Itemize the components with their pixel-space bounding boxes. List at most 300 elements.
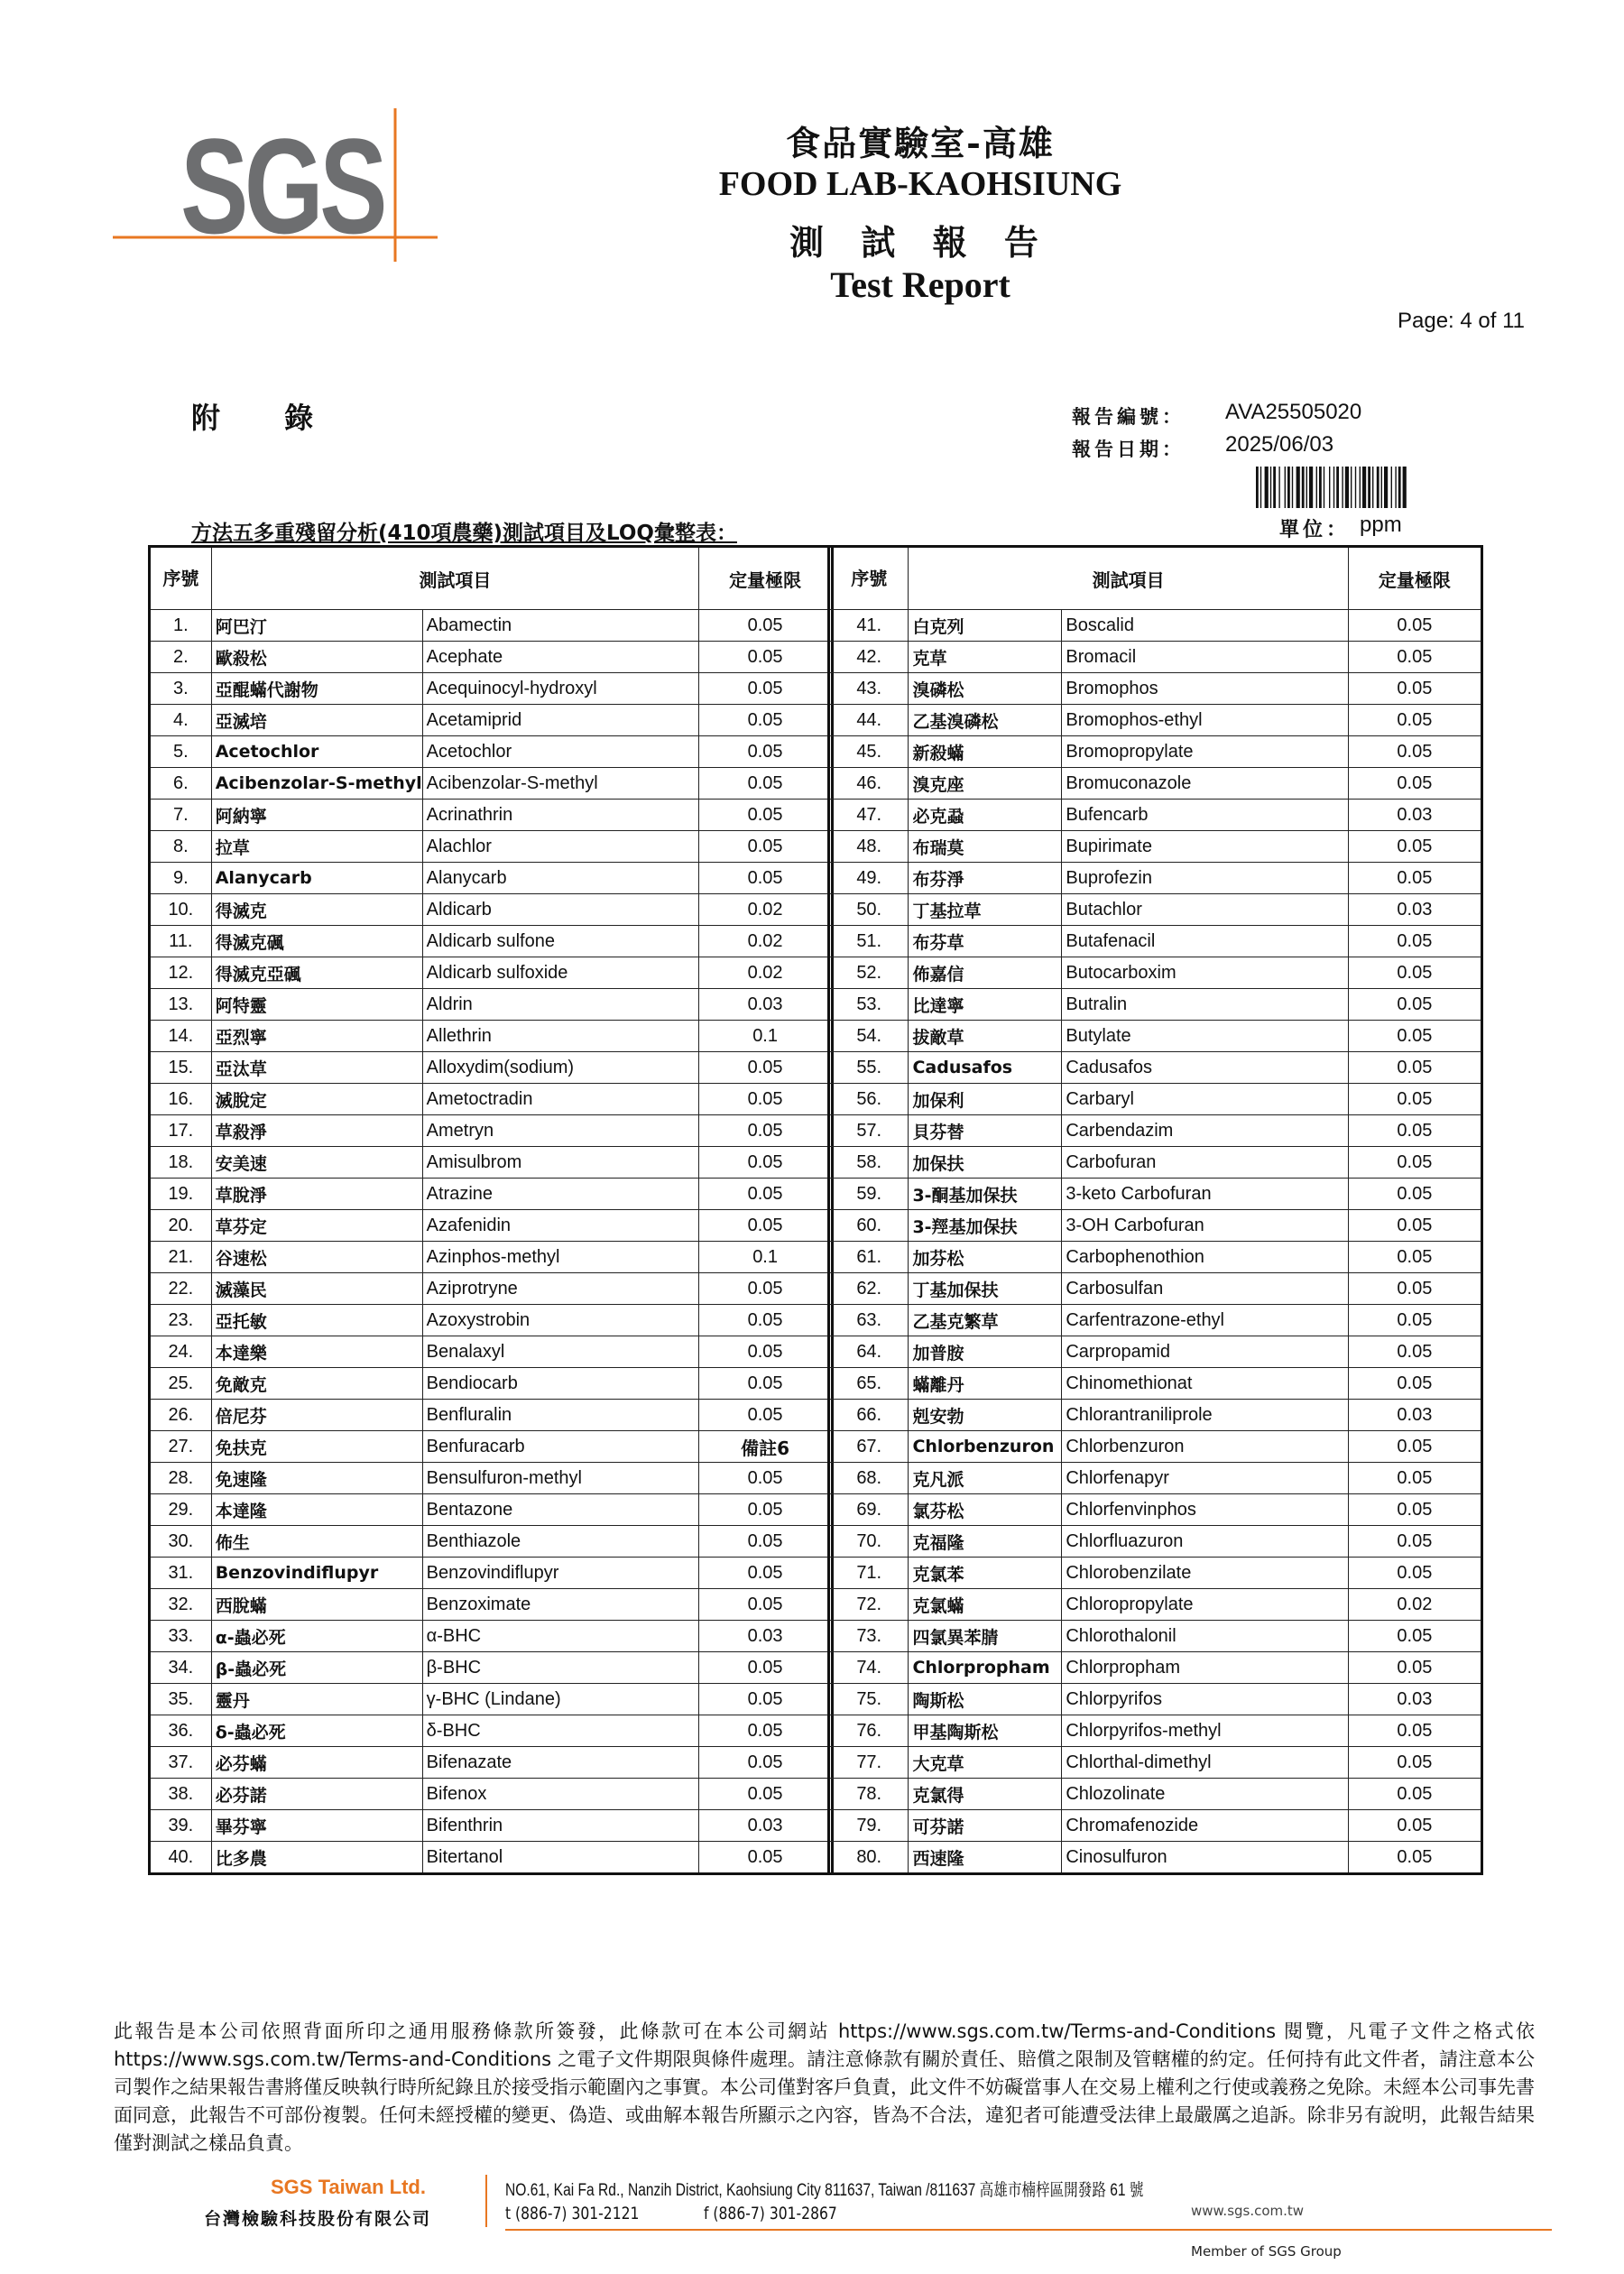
row-number: 10. bbox=[150, 894, 212, 926]
company-phone: t (886-7) 301-2121 bbox=[505, 2204, 640, 2223]
row-number: 78. bbox=[829, 1779, 909, 1810]
page-number: Page: 4 of 11 bbox=[1398, 309, 1525, 333]
row-number: 54. bbox=[829, 1021, 909, 1052]
report-date-label: 報告日期： bbox=[1072, 439, 1185, 460]
table-row bbox=[150, 1621, 833, 1652]
pesticide-name-en: Chloropropylate bbox=[1062, 1589, 1348, 1621]
pesticide-name-zh: 克氯蟎 bbox=[909, 1589, 1062, 1621]
loq-value: 0.02 bbox=[699, 894, 833, 926]
table-row bbox=[829, 1652, 1482, 1684]
row-number: 79. bbox=[829, 1810, 909, 1842]
pesticide-name-en: Azoxystrobin bbox=[422, 1305, 699, 1336]
pesticide-table-left bbox=[148, 545, 834, 1875]
pesticide-name-en: Alloxydim(sodium) bbox=[422, 1052, 699, 1084]
loq-value: 0.05 bbox=[1348, 1558, 1481, 1589]
pesticide-name-en: Chlorpyrifos bbox=[1062, 1684, 1348, 1715]
loq-value: 0.05 bbox=[699, 1747, 833, 1779]
table-row bbox=[829, 610, 1482, 642]
pesticide-name-en: Benfluralin bbox=[422, 1400, 699, 1431]
pesticide-name-zh: 佈嘉信 bbox=[909, 957, 1062, 989]
pesticide-name-zh: 亞托敏 bbox=[211, 1305, 422, 1336]
pesticide-name-en: Butafenacil bbox=[1062, 926, 1348, 957]
pesticide-name-en: Atrazine bbox=[422, 1179, 699, 1210]
pesticide-name-en: Chromafenozide bbox=[1062, 1810, 1348, 1842]
table-row bbox=[150, 1431, 833, 1463]
pesticide-name-zh: 布芬淨 bbox=[909, 863, 1062, 894]
loq-value: 0.05 bbox=[1348, 610, 1481, 642]
row-number: 80. bbox=[829, 1842, 909, 1874]
pesticide-name-en: Benzoximate bbox=[422, 1589, 699, 1621]
loq-value: 0.05 bbox=[699, 1715, 833, 1747]
table-row bbox=[150, 1210, 833, 1242]
loq-value: 0.05 bbox=[1348, 926, 1481, 957]
loq-value: 0.05 bbox=[1348, 1052, 1481, 1084]
pesticide-name-zh: 佈生 bbox=[211, 1526, 422, 1558]
loq-value: 備註6 bbox=[699, 1431, 833, 1463]
pesticide-name-zh: Acibenzolar-S-methyl bbox=[211, 768, 422, 800]
loq-value: 0.05 bbox=[1348, 1179, 1481, 1210]
table-row bbox=[829, 800, 1482, 831]
pesticide-name-zh: 新殺蟎 bbox=[909, 736, 1062, 768]
loq-value: 0.03 bbox=[1348, 800, 1481, 831]
loq-value: 0.05 bbox=[699, 831, 833, 863]
pesticide-name-zh: 加普胺 bbox=[909, 1336, 1062, 1368]
pesticide-name-en: Bentazone bbox=[422, 1494, 699, 1526]
row-number: 40. bbox=[150, 1842, 212, 1874]
loq-value: 0.05 bbox=[699, 1305, 833, 1336]
pesticide-name-en: Cinosulfuron bbox=[1062, 1842, 1348, 1874]
table-row bbox=[150, 1463, 833, 1494]
pesticide-name-zh: 白克列 bbox=[909, 610, 1062, 642]
pesticide-name-en: Benzovindiflupyr bbox=[422, 1558, 699, 1589]
pesticide-name-zh: 克氯苯 bbox=[909, 1558, 1062, 1589]
row-number: 51. bbox=[829, 926, 909, 957]
row-number: 35. bbox=[150, 1684, 212, 1715]
company-fax: f (886-7) 301-2867 bbox=[704, 2204, 837, 2223]
row-number: 25. bbox=[150, 1368, 212, 1400]
pesticide-name-zh: 免扶克 bbox=[211, 1431, 422, 1463]
table-row bbox=[150, 1368, 833, 1400]
table-row bbox=[829, 989, 1482, 1021]
pesticide-name-en: Acibenzolar-S-methyl bbox=[422, 768, 699, 800]
pesticide-name-en: Carbosulfan bbox=[1062, 1273, 1348, 1305]
pesticide-name-zh: 得滅克亞碸 bbox=[211, 957, 422, 989]
header-item: 測試項目 bbox=[909, 547, 1348, 610]
lab-name-zh: 食品實驗室-高雄 bbox=[786, 123, 1055, 163]
pesticide-name-zh: 草脫淨 bbox=[211, 1179, 422, 1210]
row-number: 57. bbox=[829, 1115, 909, 1147]
pesticide-name-en: Carfentrazone-ethyl bbox=[1062, 1305, 1348, 1336]
loq-value: 0.05 bbox=[1348, 642, 1481, 673]
table-row bbox=[150, 1558, 833, 1589]
pesticide-name-zh: 本達樂 bbox=[211, 1336, 422, 1368]
pesticide-name-zh: 克福隆 bbox=[909, 1526, 1062, 1558]
pesticide-name-en: Ametoctradin bbox=[422, 1084, 699, 1115]
row-number: 32. bbox=[150, 1589, 212, 1621]
loq-value: 0.02 bbox=[699, 957, 833, 989]
loq-value: 0.05 bbox=[1348, 1810, 1481, 1842]
loq-value: 0.05 bbox=[699, 1179, 833, 1210]
row-number: 39. bbox=[150, 1810, 212, 1842]
table-row bbox=[150, 894, 833, 926]
loq-value: 0.05 bbox=[1348, 1210, 1481, 1242]
table-row bbox=[829, 863, 1482, 894]
table-row bbox=[829, 1684, 1482, 1715]
row-number: 28. bbox=[150, 1463, 212, 1494]
pesticide-name-zh: 畢芬寧 bbox=[211, 1810, 422, 1842]
pesticide-name-en: Bifenox bbox=[422, 1779, 699, 1810]
pesticide-name-zh: 加保利 bbox=[909, 1084, 1062, 1115]
loq-value: 0.05 bbox=[699, 1336, 833, 1368]
table-row bbox=[829, 957, 1482, 989]
table-row bbox=[829, 1747, 1482, 1779]
pesticide-name-zh: 亞汰草 bbox=[211, 1052, 422, 1084]
loq-value: 0.05 bbox=[1348, 1526, 1481, 1558]
row-number: 41. bbox=[829, 610, 909, 642]
pesticide-name-en: Aldicarb sulfoxide bbox=[422, 957, 699, 989]
header-seq: 序號 bbox=[829, 547, 909, 610]
table-row bbox=[150, 1684, 833, 1715]
pesticide-name-zh: 比達寧 bbox=[909, 989, 1062, 1021]
row-number: 42. bbox=[829, 642, 909, 673]
loq-value: 0.05 bbox=[1348, 1273, 1481, 1305]
table-row bbox=[150, 1779, 833, 1810]
table-row bbox=[829, 894, 1482, 926]
row-number: 26. bbox=[150, 1400, 212, 1431]
table-row bbox=[829, 926, 1482, 957]
pesticide-name-en: Bendiocarb bbox=[422, 1368, 699, 1400]
pesticide-name-zh: 四氯異苯腈 bbox=[909, 1621, 1062, 1652]
footer-rule bbox=[505, 2229, 1552, 2231]
header-seq: 序號 bbox=[150, 547, 212, 610]
pesticide-name-zh: 大克草 bbox=[909, 1747, 1062, 1779]
row-number: 2. bbox=[150, 642, 212, 673]
table-row bbox=[829, 1526, 1482, 1558]
loq-value: 0.05 bbox=[699, 768, 833, 800]
table-row bbox=[829, 1052, 1482, 1084]
loq-value: 0.05 bbox=[1348, 989, 1481, 1021]
pesticide-name-en: Chlozolinate bbox=[1062, 1779, 1348, 1810]
pesticide-name-zh: 倍尼芬 bbox=[211, 1400, 422, 1431]
pesticide-name-en: Carbophenothion bbox=[1062, 1242, 1348, 1273]
table-row bbox=[150, 1494, 833, 1526]
pesticide-name-zh: Acetochlor bbox=[211, 736, 422, 768]
table-row bbox=[829, 768, 1482, 800]
table-row bbox=[829, 673, 1482, 705]
table-row bbox=[150, 1084, 833, 1115]
table-row bbox=[150, 1336, 833, 1368]
loq-value: 0.05 bbox=[699, 1368, 833, 1400]
loq-value: 0.05 bbox=[699, 1842, 833, 1874]
loq-value: 0.03 bbox=[1348, 1684, 1481, 1715]
row-number: 70. bbox=[829, 1526, 909, 1558]
pesticide-name-zh: 必克蝨 bbox=[909, 800, 1062, 831]
table-row bbox=[829, 1400, 1482, 1431]
pesticide-name-zh: 免敵克 bbox=[211, 1368, 422, 1400]
pesticide-name-en: Chinomethionat bbox=[1062, 1368, 1348, 1400]
loq-value: 0.05 bbox=[1348, 957, 1481, 989]
table-row bbox=[829, 1115, 1482, 1147]
pesticide-name-en: Acrinathrin bbox=[422, 800, 699, 831]
pesticide-name-en: Benfuracarb bbox=[422, 1431, 699, 1463]
row-number: 24. bbox=[150, 1336, 212, 1368]
row-number: 63. bbox=[829, 1305, 909, 1336]
table-row bbox=[150, 1842, 833, 1874]
pesticide-name-en: α-BHC bbox=[422, 1621, 699, 1652]
pesticide-name-zh: 亞烈寧 bbox=[211, 1021, 422, 1052]
row-number: 43. bbox=[829, 673, 909, 705]
pesticide-table-right bbox=[827, 545, 1483, 1875]
table-row bbox=[150, 926, 833, 957]
table-row bbox=[150, 1400, 833, 1431]
loq-value: 0.05 bbox=[1348, 1652, 1481, 1684]
member-of-sgs: Member of SGS Group bbox=[1191, 2243, 1342, 2260]
pesticide-name-en: Bifenazate bbox=[422, 1747, 699, 1779]
pesticide-name-en: 3-OH Carbofuran bbox=[1062, 1210, 1348, 1242]
pesticide-name-en: Chlorfenvinphos bbox=[1062, 1494, 1348, 1526]
table-row bbox=[829, 1084, 1482, 1115]
pesticide-name-zh: 丁基加保扶 bbox=[909, 1273, 1062, 1305]
pesticide-name-zh: 陶斯松 bbox=[909, 1684, 1062, 1715]
report-date-value: 2025/06/03 bbox=[1225, 432, 1334, 457]
header-loq: 定量極限 bbox=[699, 547, 833, 610]
header-loq: 定量極限 bbox=[1348, 547, 1481, 610]
pesticide-name-en: Butocarboxim bbox=[1062, 957, 1348, 989]
table-row bbox=[150, 957, 833, 989]
loq-value: 0.05 bbox=[1348, 1115, 1481, 1147]
table-row bbox=[829, 1336, 1482, 1368]
pesticide-name-zh: α-蟲必死 bbox=[211, 1621, 422, 1652]
loq-value: 0.05 bbox=[1348, 1084, 1481, 1115]
loq-value: 0.05 bbox=[1348, 1779, 1481, 1810]
pesticide-name-en: Chlorothalonil bbox=[1062, 1621, 1348, 1652]
table-row bbox=[829, 1810, 1482, 1842]
loq-value: 0.05 bbox=[699, 705, 833, 736]
loq-value: 0.05 bbox=[699, 1526, 833, 1558]
table-row bbox=[150, 1305, 833, 1336]
row-number: 34. bbox=[150, 1652, 212, 1684]
row-number: 60. bbox=[829, 1210, 909, 1242]
row-number: 33. bbox=[150, 1621, 212, 1652]
row-number: 4. bbox=[150, 705, 212, 736]
pesticide-name-en: Chlorthal-dimethyl bbox=[1062, 1747, 1348, 1779]
table-row bbox=[829, 1494, 1482, 1526]
loq-value: 0.05 bbox=[1348, 673, 1481, 705]
table-row bbox=[150, 673, 833, 705]
table-row bbox=[829, 1463, 1482, 1494]
report-title-zh: 測 試 報 告 bbox=[789, 222, 1051, 263]
pesticide-name-en: Bromopropylate bbox=[1062, 736, 1348, 768]
pesticide-name-zh: 歐殺松 bbox=[211, 642, 422, 673]
pesticide-name-en: Bromacil bbox=[1062, 642, 1348, 673]
pesticide-name-zh: 布瑞莫 bbox=[909, 831, 1062, 863]
table-row bbox=[829, 1621, 1482, 1652]
row-number: 38. bbox=[150, 1779, 212, 1810]
loq-value: 0.05 bbox=[699, 1210, 833, 1242]
company-website: www.sgs.com.tw bbox=[1191, 2203, 1305, 2219]
pesticide-name-zh: 貝芬替 bbox=[909, 1115, 1062, 1147]
row-number: 58. bbox=[829, 1147, 909, 1179]
pesticide-name-en: Abamectin bbox=[422, 610, 699, 642]
table-row bbox=[150, 610, 833, 642]
pesticide-name-zh: 得滅克碸 bbox=[211, 926, 422, 957]
loq-value: 0.05 bbox=[1348, 1147, 1481, 1179]
pesticide-name-zh: 西脫蟎 bbox=[211, 1589, 422, 1621]
row-number: 7. bbox=[150, 800, 212, 831]
pesticide-name-zh: 亞醌蟎代謝物 bbox=[211, 673, 422, 705]
pesticide-name-zh: 克氯得 bbox=[909, 1779, 1062, 1810]
pesticide-name-en: Chlorantraniliprole bbox=[1062, 1400, 1348, 1431]
pesticide-name-en: Acetochlor bbox=[422, 736, 699, 768]
table-row bbox=[150, 1147, 833, 1179]
pesticide-name-zh: 滅脫定 bbox=[211, 1084, 422, 1115]
table-row bbox=[150, 1242, 833, 1273]
pesticide-name-en: Bromophos bbox=[1062, 673, 1348, 705]
loq-value: 0.05 bbox=[1348, 1842, 1481, 1874]
pesticide-name-en: Azinphos-methyl bbox=[422, 1242, 699, 1273]
row-number: 76. bbox=[829, 1715, 909, 1747]
pesticide-name-zh: 西速隆 bbox=[909, 1842, 1062, 1874]
row-number: 71. bbox=[829, 1558, 909, 1589]
table-row bbox=[829, 1368, 1482, 1400]
pesticide-name-en: Cadusafos bbox=[1062, 1052, 1348, 1084]
pesticide-name-zh: Cadusafos bbox=[909, 1052, 1062, 1084]
pesticide-name-en: Butralin bbox=[1062, 989, 1348, 1021]
loq-value: 0.03 bbox=[1348, 894, 1481, 926]
pesticide-name-zh: 克草 bbox=[909, 642, 1062, 673]
pesticide-name-zh: 谷速松 bbox=[211, 1242, 422, 1273]
table-row bbox=[829, 1558, 1482, 1589]
lab-name-en: FOOD LAB-KAOHSIUNG bbox=[718, 165, 1122, 203]
loq-value: 0.05 bbox=[1348, 1305, 1481, 1336]
row-number: 31. bbox=[150, 1558, 212, 1589]
pesticide-name-en: Chlorbenzuron bbox=[1062, 1431, 1348, 1463]
pesticide-name-zh: 阿巴汀 bbox=[211, 610, 422, 642]
pesticide-name-zh: 蟎離丹 bbox=[909, 1368, 1062, 1400]
table-row bbox=[829, 1242, 1482, 1273]
pesticide-name-en: Benalaxyl bbox=[422, 1336, 699, 1368]
svg-text:SGS: SGS bbox=[180, 110, 384, 262]
row-number: 64. bbox=[829, 1336, 909, 1368]
row-number: 74. bbox=[829, 1652, 909, 1684]
pesticide-name-en: Acephate bbox=[422, 642, 699, 673]
loq-value: 0.05 bbox=[699, 1589, 833, 1621]
loq-value: 0.02 bbox=[699, 926, 833, 957]
pesticide-name-en: Acetamiprid bbox=[422, 705, 699, 736]
row-number: 52. bbox=[829, 957, 909, 989]
pesticide-name-en: Chlorobenzilate bbox=[1062, 1558, 1348, 1589]
row-number: 49. bbox=[829, 863, 909, 894]
row-number: 75. bbox=[829, 1684, 909, 1715]
row-number: 72. bbox=[829, 1589, 909, 1621]
loq-value: 0.05 bbox=[1348, 863, 1481, 894]
table-row bbox=[150, 800, 833, 831]
pesticide-name-zh: β-蟲必死 bbox=[211, 1652, 422, 1684]
disclaimer-text: 此報告是本公司依照背面所印之通用服務條款所簽發，此條款可在本公司網站 https://www.sgs.com.tw/Terms-and-Conditions 閱覽，凡電子文件之格式依 https://www.sgs.com.tw/Terms-and-Conditions 之電子文件期限與條件處理。請注意條款有關於責任、賠償之限制及管轄權的約定。任何持有此文件者，請注意本公司製作之結果報告書將僅反映執行時所紀錄且於接受指示範圍內之事實。本公司僅對客戶負責，此文件不妨礙當事人在交易上權利之行使或義務之免除。未經本公司事先書面同意，此報告不可部份複製。任何未經授權的變更、偽造、或曲解本報告所顯示之內容，皆為不合法，違犯者可能遭受法律上最嚴厲之追訴。除非另有說明，此報告結果僅對測試之樣品負責。 bbox=[114, 2020, 1535, 2154]
pesticide-name-en: Buprofezin bbox=[1062, 863, 1348, 894]
pesticide-name-en: Chlorpropham bbox=[1062, 1652, 1348, 1684]
loq-value: 0.05 bbox=[699, 863, 833, 894]
table-row bbox=[150, 642, 833, 673]
pesticide-name-en: Bromophos-ethyl bbox=[1062, 705, 1348, 736]
pesticide-name-en: Bupirimate bbox=[1062, 831, 1348, 863]
pesticide-name-zh: 阿納寧 bbox=[211, 800, 422, 831]
table-row bbox=[150, 1052, 833, 1084]
header-item: 測試項目 bbox=[211, 547, 699, 610]
table-row bbox=[829, 642, 1482, 673]
loq-value: 0.05 bbox=[699, 1463, 833, 1494]
loq-value: 0.05 bbox=[699, 1115, 833, 1147]
pesticide-name-zh: 乙基克繁草 bbox=[909, 1305, 1062, 1336]
row-number: 56. bbox=[829, 1084, 909, 1115]
row-number: 18. bbox=[150, 1147, 212, 1179]
loq-value: 0.05 bbox=[699, 1494, 833, 1526]
method-title: 方法五多重殘留分析(410項農藥)測試項目及LOQ彙整表： bbox=[191, 522, 737, 545]
unit-value: ppm bbox=[1360, 513, 1402, 537]
pesticide-name-en: Chlorfenapyr bbox=[1062, 1463, 1348, 1494]
loq-value: 0.05 bbox=[1348, 1747, 1481, 1779]
loq-value: 0.05 bbox=[1348, 705, 1481, 736]
pesticide-name-en: Carbaryl bbox=[1062, 1084, 1348, 1115]
table-row bbox=[829, 1021, 1482, 1052]
pesticide-name-en: Bromuconazole bbox=[1062, 768, 1348, 800]
table-row bbox=[150, 736, 833, 768]
pesticide-name-en: Aziprotryne bbox=[422, 1273, 699, 1305]
pesticide-name-zh: Alanycarb bbox=[211, 863, 422, 894]
barcode bbox=[1256, 467, 1462, 508]
row-number: 66. bbox=[829, 1400, 909, 1431]
loq-value: 0.05 bbox=[699, 1779, 833, 1810]
row-number: 22. bbox=[150, 1273, 212, 1305]
table-row bbox=[829, 1431, 1482, 1463]
row-number: 68. bbox=[829, 1463, 909, 1494]
table-row bbox=[150, 1810, 833, 1842]
row-number: 17. bbox=[150, 1115, 212, 1147]
row-number: 73. bbox=[829, 1621, 909, 1652]
pesticide-name-en: Boscalid bbox=[1062, 610, 1348, 642]
pesticide-name-en: Butachlor bbox=[1062, 894, 1348, 926]
loq-value: 0.05 bbox=[699, 1684, 833, 1715]
pesticide-name-zh: 亞滅培 bbox=[211, 705, 422, 736]
row-number: 6. bbox=[150, 768, 212, 800]
pesticide-name-en: Azafenidin bbox=[422, 1210, 699, 1242]
pesticide-name-en: Butylate bbox=[1062, 1021, 1348, 1052]
row-number: 69. bbox=[829, 1494, 909, 1526]
loq-value: 0.03 bbox=[699, 989, 833, 1021]
loq-value: 0.05 bbox=[1348, 1242, 1481, 1273]
pesticide-name-zh: Chlorbenzuron bbox=[909, 1431, 1062, 1463]
table-row bbox=[829, 1179, 1482, 1210]
pesticide-name-zh: 靈丹 bbox=[211, 1684, 422, 1715]
company-name-zh: 台灣檢驗科技股份有限公司 bbox=[204, 2209, 432, 2229]
report-number-label: 報告編號： bbox=[1072, 406, 1185, 428]
pesticide-name-en: Carbendazim bbox=[1062, 1115, 1348, 1147]
loq-value: 0.05 bbox=[1348, 1621, 1481, 1652]
row-number: 1. bbox=[150, 610, 212, 642]
loq-value: 0.05 bbox=[699, 1558, 833, 1589]
pesticide-name-en: Alanycarb bbox=[422, 863, 699, 894]
loq-value: 0.05 bbox=[1348, 736, 1481, 768]
unit-label: 單位： bbox=[1279, 519, 1351, 541]
pesticide-name-en: Carbofuran bbox=[1062, 1147, 1348, 1179]
pesticide-name-zh: 克凡派 bbox=[909, 1463, 1062, 1494]
pesticide-name-zh: 布芬草 bbox=[909, 926, 1062, 957]
loq-value: 0.03 bbox=[1348, 1400, 1481, 1431]
pesticide-name-zh: 必芬蟎 bbox=[211, 1747, 422, 1779]
row-number: 53. bbox=[829, 989, 909, 1021]
table-row bbox=[150, 863, 833, 894]
table-row bbox=[829, 1210, 1482, 1242]
